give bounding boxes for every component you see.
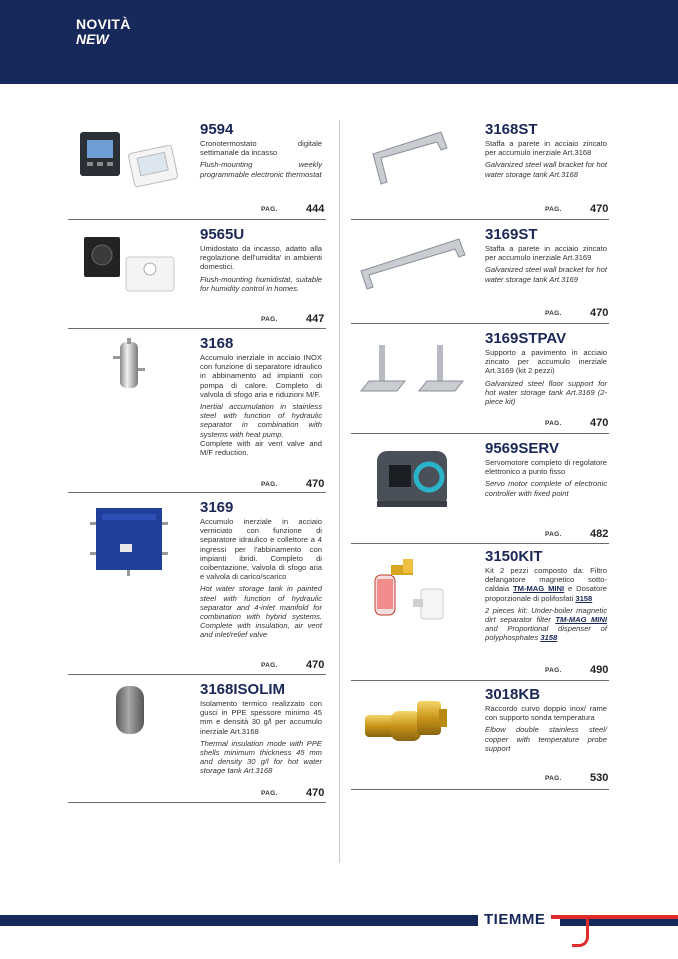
page-number[interactable]: 530 (590, 772, 609, 784)
row-separator (68, 328, 326, 329)
page-label: PAG. (545, 420, 562, 427)
product-code: 9594 (200, 121, 234, 138)
column-divider (339, 120, 340, 863)
description-en: Galvanized steel wall bracket for hot water storage tank Art.3168 (485, 160, 607, 179)
floor-support-image (351, 341, 471, 401)
header-band (0, 0, 678, 84)
description-it: Cronotermostato digitale settimanale da incasso (200, 139, 322, 158)
row-separator (351, 323, 609, 324)
page-number[interactable]: 444 (306, 203, 325, 215)
description-it: Accumulo inerziale in acciaio verniciato con funzione di separatore idraulico e collettore a 4 ingressi per l'abbinamento con impianti ibridi. Completo di coibentazione, valvola di sfogo aria e valvola di carico/scarico (200, 517, 322, 582)
brass-elbow-image (351, 693, 471, 753)
product-code: 3168 (200, 335, 234, 352)
description-it: Umidostato da incasso, adatto alla regolazione dell'umidita' in ambienti domestici. (200, 244, 322, 272)
description-en: Flush-mounting weekly programmable electronic thermostat (200, 160, 322, 179)
product-9569SERV[interactable] (351, 441, 609, 541)
product-3169[interactable] (68, 500, 326, 672)
description-en: Thermal insulation mode with PPE shells minimum thickness 45 mm and density 30 g/l for hot water storage tank Art.3168 (200, 738, 322, 776)
product-code: 3168ISOLIM (200, 681, 286, 698)
product-code: 3169STPAV (485, 330, 567, 347)
product-9565U[interactable] (68, 227, 326, 327)
product-code: 9565U (200, 226, 245, 243)
page-label: PAG. (261, 316, 278, 323)
humidistat-image (68, 235, 188, 297)
product-code: 3169ST (485, 226, 538, 243)
description-en: Hot water storage tank in painted steel with function of hydraulic separator and 4-inlet manifold for combination with hybrid systems. Complete with insulation, air vent and inlet/relief valve (200, 584, 322, 640)
product-3169STPAV[interactable] (351, 331, 609, 431)
product-3168ST[interactable] (351, 122, 609, 218)
product-code: 3150KIT (485, 548, 543, 565)
product-9594[interactable] (68, 122, 326, 218)
row-separator (351, 433, 609, 434)
page-number[interactable]: 470 (590, 417, 609, 429)
stainless-tank-image (68, 338, 188, 394)
page-number[interactable]: 470 (306, 787, 325, 799)
page-label: PAG. (261, 790, 278, 797)
link-3158[interactable]: 3158 (540, 633, 558, 643)
header-title-it: NOVITÀ (76, 16, 131, 32)
product-code: 3018KB (485, 686, 541, 703)
page-label: PAG. (545, 206, 562, 213)
row-separator (68, 492, 326, 493)
row-separator (68, 802, 326, 803)
page-label: PAG. (261, 206, 278, 213)
description-en: Galvanized steel floor support for hot water storage tank Art.3169 (2-piece kit) (485, 378, 607, 407)
page-number[interactable]: 470 (306, 478, 325, 490)
description-it: Raccordo curvo doppio inox/ rame con supporto sonda temperatura (485, 704, 607, 723)
description-en: Elbow double stainless steel/ copper with temperature probe support (485, 725, 607, 753)
description-it: Accumulo inerziale in acciaio INOX con funzione di separatore idraulico in abbinamento ad impianti con pompa di calore. Completo di valvola di sfogo aria e riduzioni M/F. (200, 353, 322, 399)
insulation-image (68, 684, 188, 738)
tm-mag-mini-link[interactable]: TM-MAG MINI (555, 615, 607, 625)
description-it: Staffa a parete in acciaio zincato per accumulo inerziale Art.3169 (485, 244, 607, 263)
product-3168[interactable] (68, 336, 326, 491)
thermostat-image (68, 128, 188, 198)
page-number[interactable]: 447 (306, 313, 325, 325)
page-number[interactable]: 490 (590, 664, 609, 676)
tm-mag-mini-link[interactable]: TM-MAG MINI (512, 584, 565, 594)
description-en: Flush-mounting humidistat, suitable for humidity control in homes. (200, 274, 322, 293)
row-separator (68, 674, 326, 675)
filter-kit-image (351, 553, 471, 633)
page-label: PAG. (545, 667, 562, 674)
page-number[interactable]: 470 (590, 307, 609, 319)
page-label: PAG. (545, 531, 562, 538)
product-code: 3169 (200, 499, 234, 516)
page-label: PAG. (545, 775, 562, 782)
description-en: Inertial accumulation in stainless steel with function of hydraulic separator in combination with systems with heat pump. (200, 402, 322, 439)
description-en: 2 pieces kit: Under-boiler magnetic dirt separator filter TM-MAG MINI and Proportional dispenser of polyphosphates 3158 (485, 605, 607, 643)
description-en-extra: Complete with air vent valve and M/F reduction. (200, 438, 322, 458)
description-it: Isolamento termico realizzato con gusci in PPE spessore minimo 45 mm e densità 30 g/l per accumulo inerziale Art.3168 (200, 699, 322, 736)
page-number[interactable]: 470 (306, 659, 325, 671)
row-separator (351, 680, 609, 681)
description-it: Kit 2 pezzi composto da: Filtro defangatore magnetico sotto-caldaia TM-MAG MINI e Dosatore proporzionale di polifosfati 3158 (485, 566, 607, 603)
footer-band (0, 915, 480, 926)
page-number[interactable]: 482 (590, 528, 609, 540)
row-separator (351, 543, 609, 544)
wall-bracket-long-image (351, 235, 471, 295)
page-label: PAG. (545, 310, 562, 317)
product-3150KIT[interactable] (351, 549, 609, 679)
footer-hook-shape (572, 919, 589, 947)
brand-logo: TIEMME (478, 911, 551, 929)
description-it: Staffa a parete in acciaio zincato per accumulo inerziale Art.3168 (485, 139, 607, 158)
description-it: Servomotore completo di regolatore elettronico a punto fisso (485, 458, 607, 477)
page-label: PAG. (261, 662, 278, 669)
product-3018KB[interactable] (351, 687, 609, 787)
description-it: Supporto a pavimento in acciaio zincato per accumulo inerziale Art.3169 (kit 2 pezzi) (485, 348, 607, 376)
row-separator (351, 219, 609, 220)
product-3168ISOLIM[interactable] (68, 682, 326, 800)
servo-motor-image (351, 445, 471, 513)
wall-bracket-image (351, 126, 471, 194)
product-3169ST[interactable] (351, 227, 609, 321)
product-code: 9569SERV (485, 440, 559, 457)
row-separator (68, 219, 326, 220)
product-code: 3168ST (485, 121, 538, 138)
page-number[interactable]: 470 (590, 203, 609, 215)
description-en: Servo motor complete of electronic controller with fixed point (485, 479, 607, 498)
header-title-en: NEW (76, 31, 109, 47)
row-separator (351, 789, 609, 790)
page-label: PAG. (261, 481, 278, 488)
link-3158[interactable]: 3158 (575, 593, 593, 603)
blue-tank-image (68, 502, 188, 578)
description-en: Galvanized steel wall bracket for hot water storage tank Art.3169 (485, 265, 607, 284)
